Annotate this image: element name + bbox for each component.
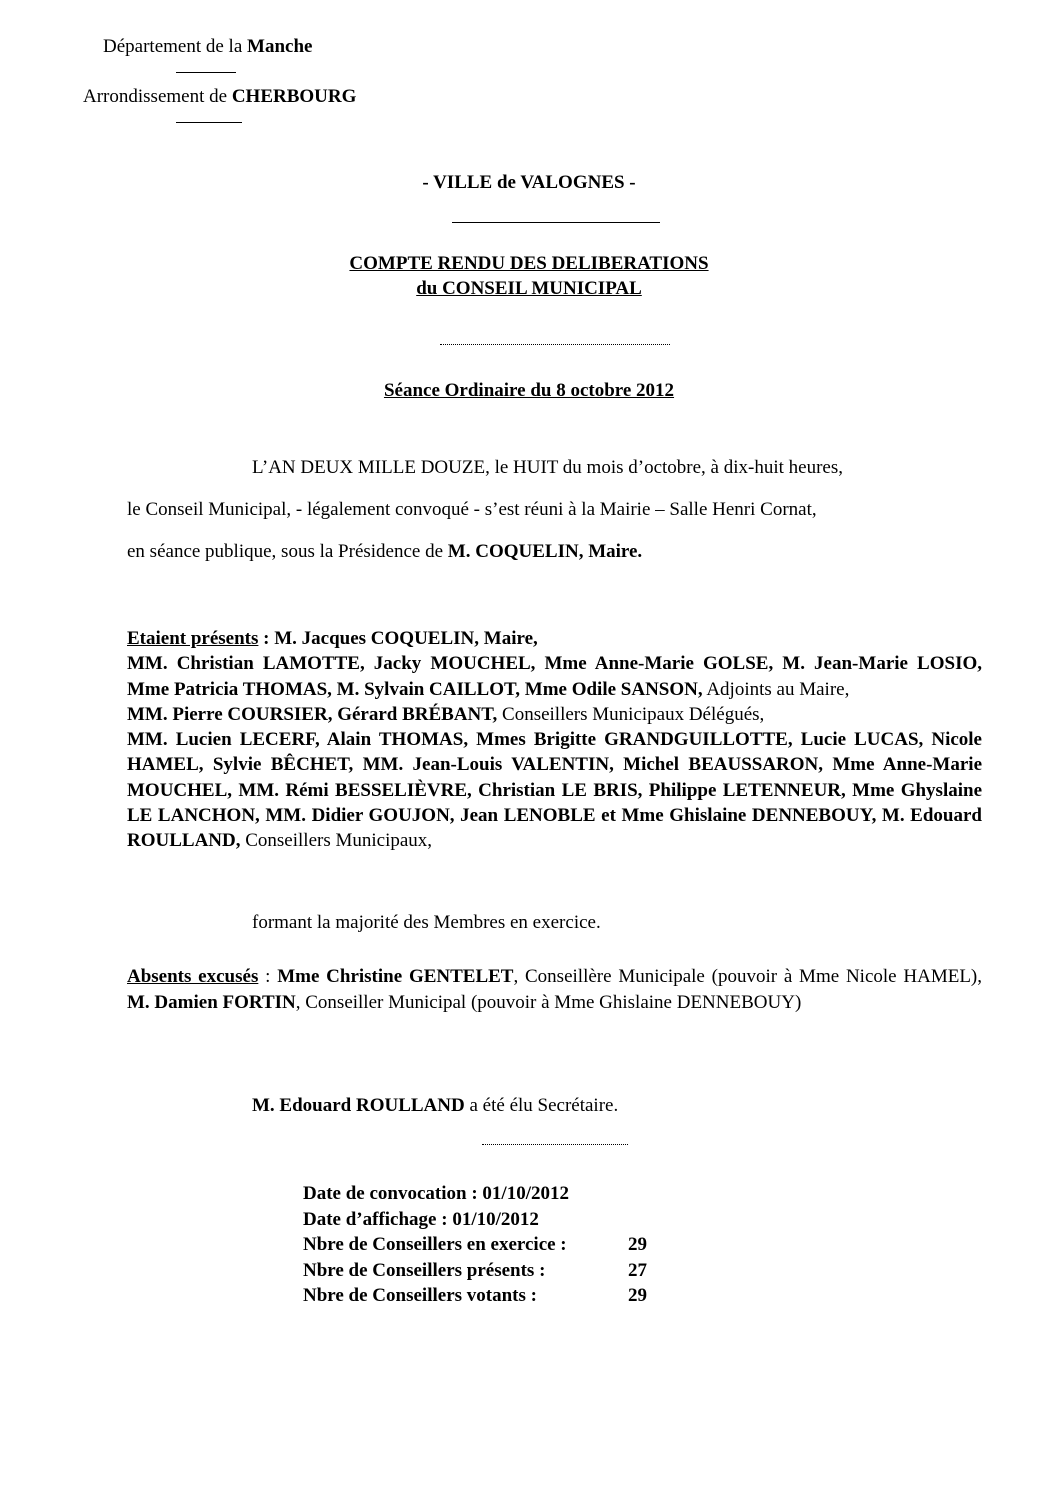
delegues-role: Conseillers Municipaux Délégués, (497, 703, 765, 725)
stats-block (303, 1181, 647, 1309)
delegues-names: MM. Pierre COURSIER, Gérard BRÉBANT, (127, 703, 498, 725)
stat-label: Nbre de Conseillers présents : (303, 1259, 546, 1281)
conseillers-role: Conseillers Municipaux, (245, 830, 433, 852)
dotted-separator-2 (482, 1144, 628, 1145)
secretaire-name: M. Edouard ROULLAND (252, 1095, 465, 1116)
absent-text-2: , Conseiller Municipal (pouvoir à Mme Ghislaine DENNEBOUY) (295, 991, 802, 1013)
departement-line (103, 36, 312, 58)
stat-label: Nbre de Conseillers en exercice : (303, 1234, 567, 1255)
compte-rendu-title (0, 251, 1058, 301)
delegues-paragraph (127, 702, 982, 727)
majorite-text: formant la majorité des Membres en exercice. (252, 912, 601, 933)
absents-label: Absents excusés (127, 966, 259, 987)
arrondissement-prefix: Arrondissement de (83, 86, 232, 107)
stat-row (303, 1258, 647, 1284)
intro-line-2: le Conseil Municipal, - légalement convoqué - s’est réuni à la Mairie – Salle Henri Cornat, (127, 499, 817, 520)
adjoints-names: MM. Christian LAMOTTE, Jacky MOUCHEL, Mme Anne-Marie GOLSE, M. Jean-Marie LOSIO, Mme Patricia THOMAS, M. Sylvain CAILLOT, Mme Odile SANSON, (127, 653, 982, 700)
stat-row (303, 1181, 569, 1207)
stat-label: Date d’affichage : 01/10/2012 (303, 1208, 539, 1230)
stat-value: 29 (628, 1285, 647, 1306)
absents-sep: : (258, 966, 278, 987)
dotted-separator-1 (440, 344, 670, 345)
arrondissement-name: CHERBOURG (231, 86, 357, 107)
stat-value: 27 (628, 1259, 647, 1281)
presents-maire: : M. Jacques COQUELIN, Maire, (258, 628, 538, 649)
title-rule (452, 222, 660, 223)
conseillers-paragraph (127, 727, 982, 853)
header-rule-2 (176, 122, 242, 123)
president-name: M. COQUELIN, Maire. (447, 541, 643, 562)
presents-label: Etaient présents (127, 628, 259, 649)
stat-label: Nbre de Conseillers votants : (303, 1285, 537, 1306)
secretaire-text: a été élu Secrétaire. (464, 1095, 619, 1116)
header-rule-1 (176, 72, 236, 73)
absent-text-1: , Conseillère Municipale (pouvoir à Mme Nicole HAMEL), (513, 966, 982, 987)
seance-title: Séance Ordinaire du 8 octobre 2012 (383, 380, 675, 401)
stat-row (303, 1232, 647, 1258)
intro-paragraph (127, 447, 982, 573)
secretaire-line (252, 1095, 618, 1117)
intro-line-3 (127, 531, 982, 573)
adjoints-paragraph (127, 651, 982, 702)
stat-value: 29 (628, 1234, 647, 1255)
stat-row (303, 1283, 647, 1309)
presents-maire-line (127, 626, 982, 651)
adjoints-role: Adjoints au Maire, (706, 678, 850, 700)
departement-prefix: Département de la (103, 36, 248, 57)
compte-rendu-line2: du CONSEIL MUNICIPAL (416, 278, 642, 299)
absent-name-1: Mme Christine GENTELET (277, 966, 514, 987)
intro-line-1: L’AN DEUX MILLE DOUZE, le HUIT du mois d’octobre, à dix-huit heures, (252, 457, 843, 478)
departement-name: Manche (247, 36, 313, 57)
conseillers-names: MM. Lucien LECERF, Alain THOMAS, Mmes Brigitte GRANDGUILLOTTE, Lucie LUCAS, Nicole HAMEL, Sylvie BÊCHET, MM. Jean-Louis VALENTIN, Michel BEAUSSARON, Mme Anne-Marie MOUCHEL, MM. Rémi BESSELIÈVRE, Christian LE BRIS, Philippe LETENNEUR, Mme Ghyslaine LE LANCHON, MM. Didier GOUJON, Jean LENOBLE et Mme Ghislaine DENNEBOUY, M. Edouard ROULLAND, (127, 729, 982, 852)
absent-name-2: M. Damien FORTIN (127, 991, 296, 1013)
stat-label: Date de convocation : 01/10/2012 (303, 1183, 569, 1204)
absents-section (127, 964, 982, 1015)
arrondissement-line (83, 86, 356, 108)
ville-title: - VILLE de VALOGNES - (422, 172, 636, 193)
presents-section (127, 626, 982, 854)
stat-row (303, 1207, 569, 1233)
intro-line-3-prefix: en séance publique, sous la Présidence de (127, 541, 448, 562)
compte-rendu-line1: COMPTE RENDU DES DELIBERATIONS (349, 253, 709, 274)
